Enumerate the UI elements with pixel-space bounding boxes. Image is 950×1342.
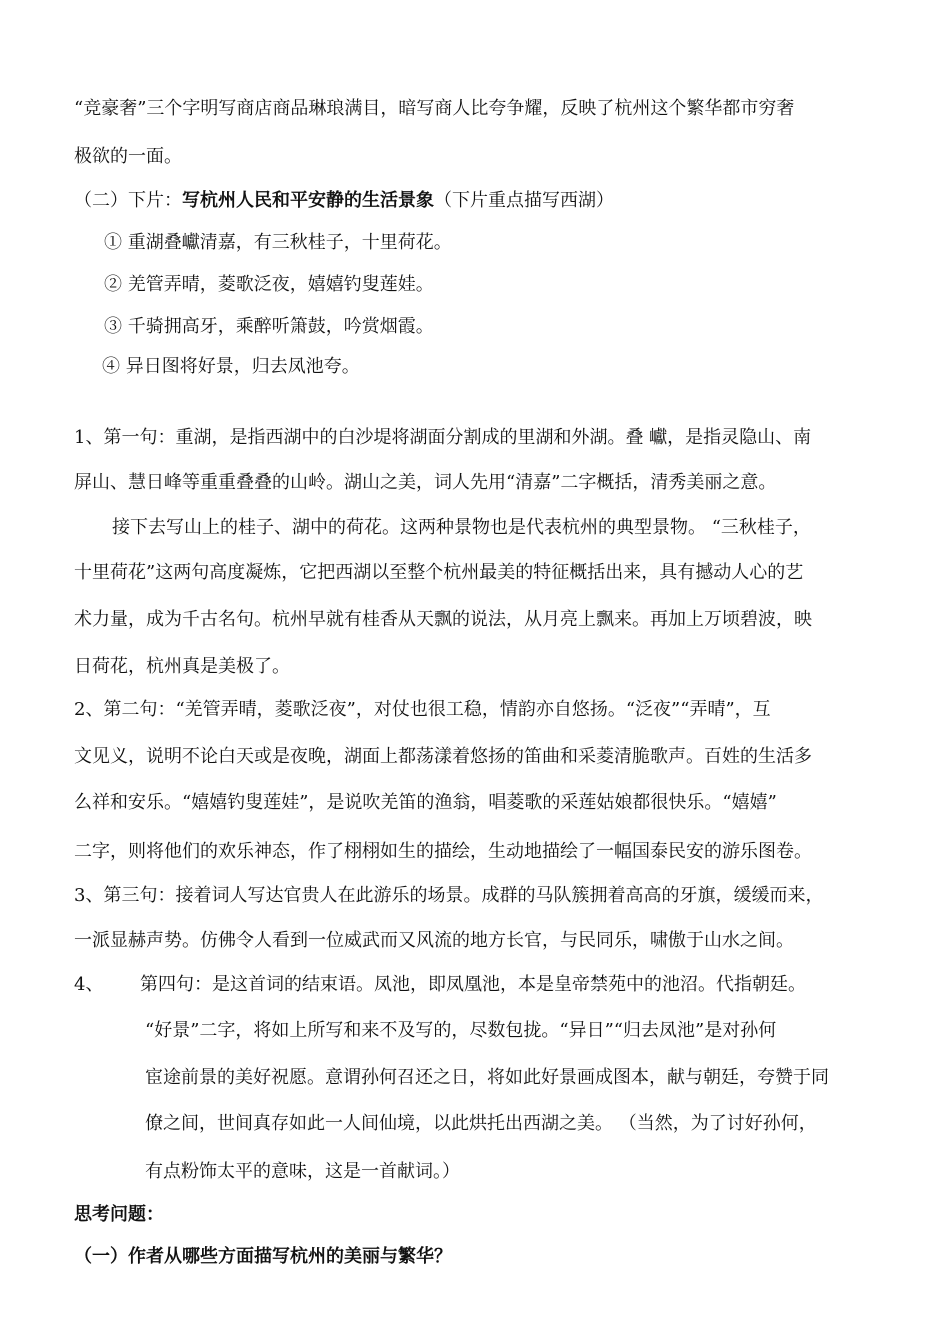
paragraph-line: 么祥和安乐。“嬉嬉钓叟莲娃”，是说吹羌笛的渔翁，唱菱歌的采莲姑娘都很快乐。“嬉嬉” <box>74 792 777 813</box>
section-label: （二）下片： <box>74 190 182 211</box>
paragraph-line: 3、第三句：接着词人写达官贵人在此游乐的场景。成群的马队簇拥着高高的牙旗，缓缓而来， <box>74 885 824 906</box>
section-title: 写杭州人民和平安静的生活景象 <box>182 190 434 211</box>
paragraph-line: 2、第二句：“羌管弄晴，菱歌泛夜”，对仗也很工稳，情韵亦自悠扬。“泛夜”“弄晴”，互 <box>74 699 771 720</box>
paragraph-line: 接下去写山上的桂子、湖中的荷花。这两种景物也是代表杭州的典型景物。 “三秋桂子， <box>112 517 811 538</box>
paragraph-line: 日荷花，杭州真是美极了。 <box>74 656 290 677</box>
questions-heading: 思考问题： <box>74 1204 164 1225</box>
paragraph-line: 1、第一句：重湖，是指西湖中的白沙堤将湖面分割成的里湖和外湖。叠 巘，是指灵隐山、南 <box>74 427 812 448</box>
question-1: （一）作者从哪些方面描写杭州的美丽与繁华？ <box>74 1246 452 1267</box>
paragraph-line: 二字，则将他们的欢乐神态，作了栩栩如生的描绘，生动地描绘了一幅国泰民安的游乐图卷。 <box>74 841 812 862</box>
verse-line-4: ④ 异日图将好景，归去凤池夸。 <box>102 356 360 377</box>
list-number: 4、 <box>74 974 104 995</box>
paragraph-line: 屏山、慧日峰等重重叠叠的山岭。湖山之美，词人先用“清嘉”二字概括，清秀美丽之意。 <box>74 472 777 493</box>
verse-line-3: ③ 千骑拥高牙，乘醉听箫鼓，吟赏烟霞。 <box>104 316 434 337</box>
paragraph-line: 一派显赫声势。仿佛令人看到一位威武而又风流的地方长官，与民同乐，啸傲于山水之间。 <box>74 930 794 951</box>
paragraph-line: 极欲的一面。 <box>74 146 182 167</box>
section-heading-xiapian <box>74 189 614 213</box>
paragraph-line: “好景”二字，将如上所写和来不及写的，尽数包拢。“异日”“归去凤池”是对孙何 <box>145 1020 777 1041</box>
paragraph-line: 术力量，成为千古名句。杭州早就有桂香从天飘的说法，从月亮上飘来。再加上万顷碧波，映 <box>74 609 812 630</box>
paragraph-line: “竞豪奢”三个字明写商店商品琳琅满目，暗写商人比夸争耀，反映了杭州这个繁华都市穷奢 <box>74 98 795 119</box>
paragraph-line: 第四句：是这首词的结束语。凤池，即凤凰池，本是皇帝禁苑中的池沼。代指朝廷。 <box>140 974 806 995</box>
paragraph-line: 文见义，说明不论白天或是夜晚，湖面上都荡漾着悠扬的笛曲和采菱清脆歌声。百姓的生活多 <box>74 746 812 767</box>
paragraph-line: 僚之间，世间真存如此一人间仙境，以此烘托出西湖之美。 （当然，为了讨好孙何， <box>145 1113 817 1134</box>
paragraph-line: 有点粉饰太平的意味，这是一首献词。） <box>145 1161 460 1182</box>
paragraph-line: 宦途前景的美好祝愿。意谓孙何召还之日，将如此好景画成图本，献与朝廷，夸赞于同 <box>145 1067 829 1088</box>
section-note: （下片重点描写西湖） <box>434 190 614 211</box>
verse-line-2: ② 羌管弄晴，菱歌泛夜，嬉嬉钓叟莲娃。 <box>104 274 434 295</box>
paragraph-line: 十里荷花”这两句高度凝炼，它把西湖以至整个杭州最美的特征概括出来，具有撼动人心的艺 <box>74 562 804 583</box>
verse-line-1: ① 重湖叠巘清嘉，有三秋桂子，十里荷花。 <box>104 232 452 253</box>
